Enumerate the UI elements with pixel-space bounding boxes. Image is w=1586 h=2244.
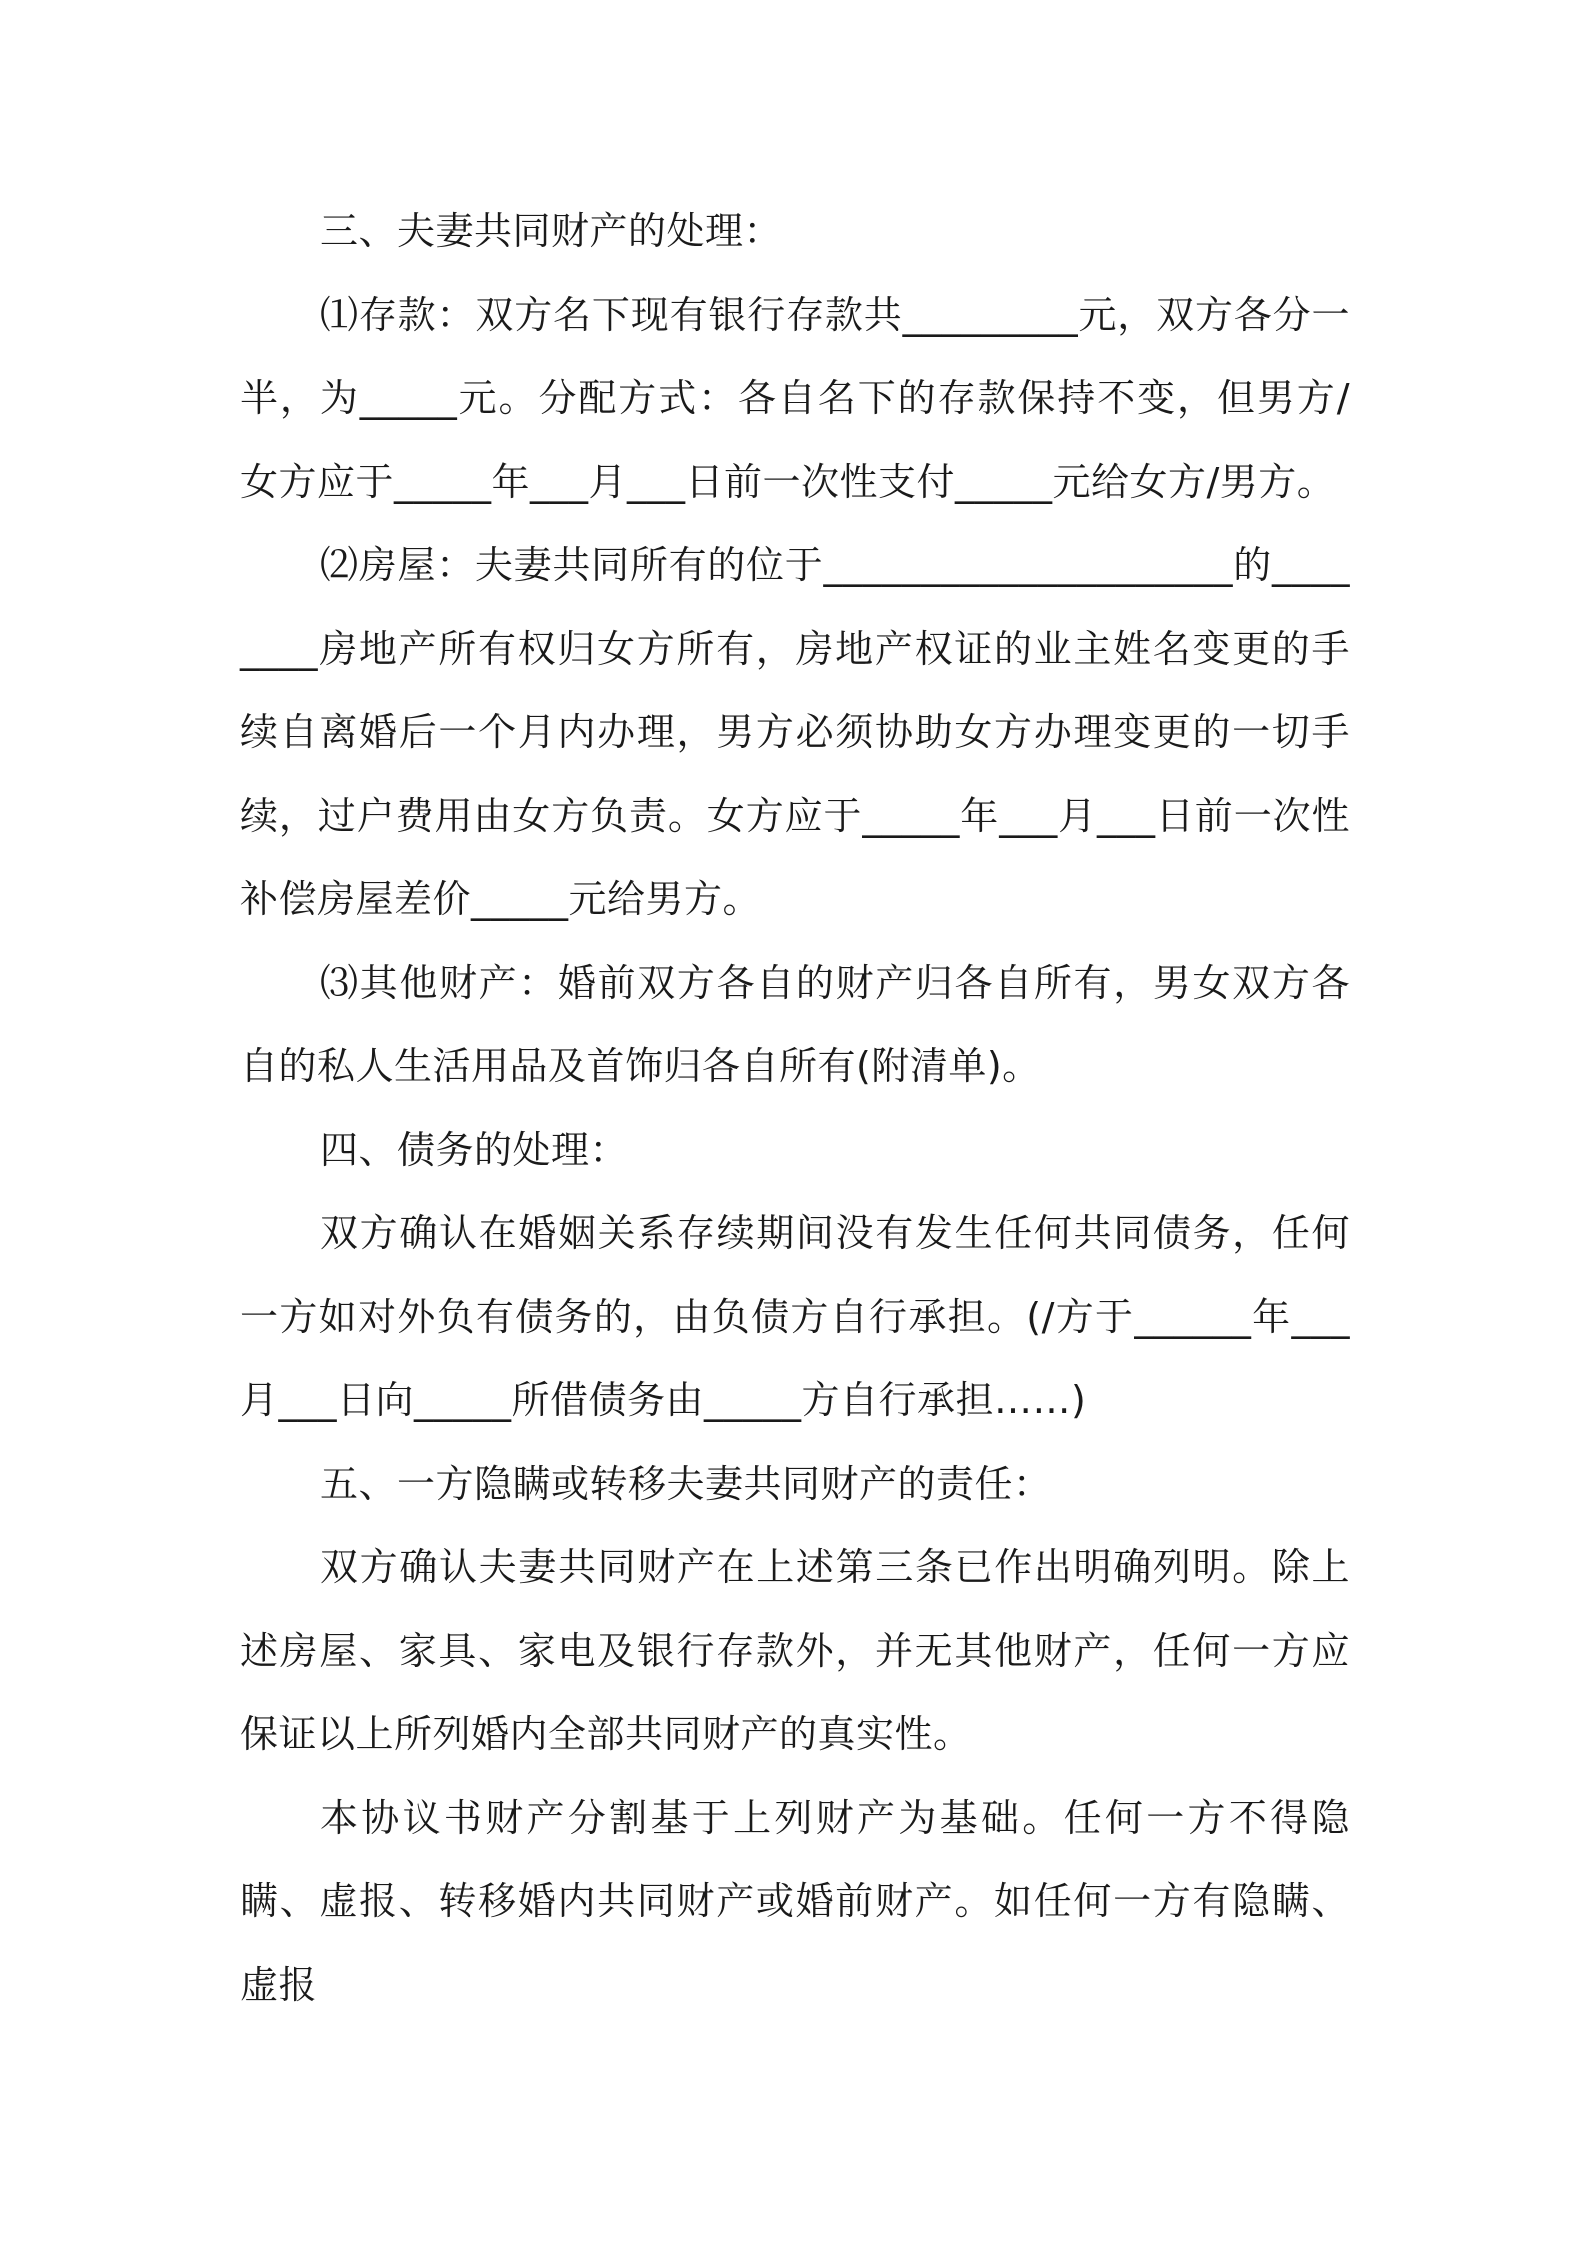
clause-debts: 双方确认在婚姻关系存续期间没有发生任何共同债务，任何一方如对外负有债务的，由负债方自行承担。(/方于______年___月___日向_____所借债务由_____方自行承担……) [240, 1211, 1350, 1422]
clause-house: ⑵房屋：夫妻共同所有的位于_____________________的________房地产所有权归女方所有，房地产权证的业主姓名变更的手续自离婚后一个月内办理，男方必须协助女方办理变更的一切手续，过户费用由女方负责。女方应于_____年___月___日前一次性补偿房屋差价_____元给男方。 [240, 543, 1350, 921]
document-body [240, 190, 1350, 2027]
clause-concealment-penalty: 本协议书财产分割基于上列财产为基础。任何一方不得隐瞒、虚报、转移婚内共同财产或婚前财产。如任何一方有隐瞒、虚报 [240, 1795, 1350, 2007]
section-heading-property: 三、夫妻共同财产的处理： [320, 209, 783, 253]
clause-deposits: ⑴存款：双方名下现有银行存款共_________元，双方各分一半，为_____元。分配方式：各自名下的存款保持不变，但男方/女方应于_____年___月___日前一次性支付_____元给女方/男方。 [240, 292, 1350, 504]
section-heading-concealment: 五、一方隐瞒或转移夫妻共同财产的责任： [320, 1461, 1052, 1506]
clause-property-confirmation: 双方确认夫妻共同财产在上述第三条已作出明确列明。除上述房屋、家具、家电及银行存款外，并无其他财产，任何一方应保证以上所列婚内全部共同财产的真实性。 [240, 1545, 1350, 1756]
clause-other-property: ⑶其他财产：婚前双方各自的财产归各自所有，男女双方各自的私人生活用品及首饰归各自所有(附清单)。 [240, 960, 1350, 1088]
section-heading-debts: 四、债务的处理： [320, 1127, 629, 1172]
